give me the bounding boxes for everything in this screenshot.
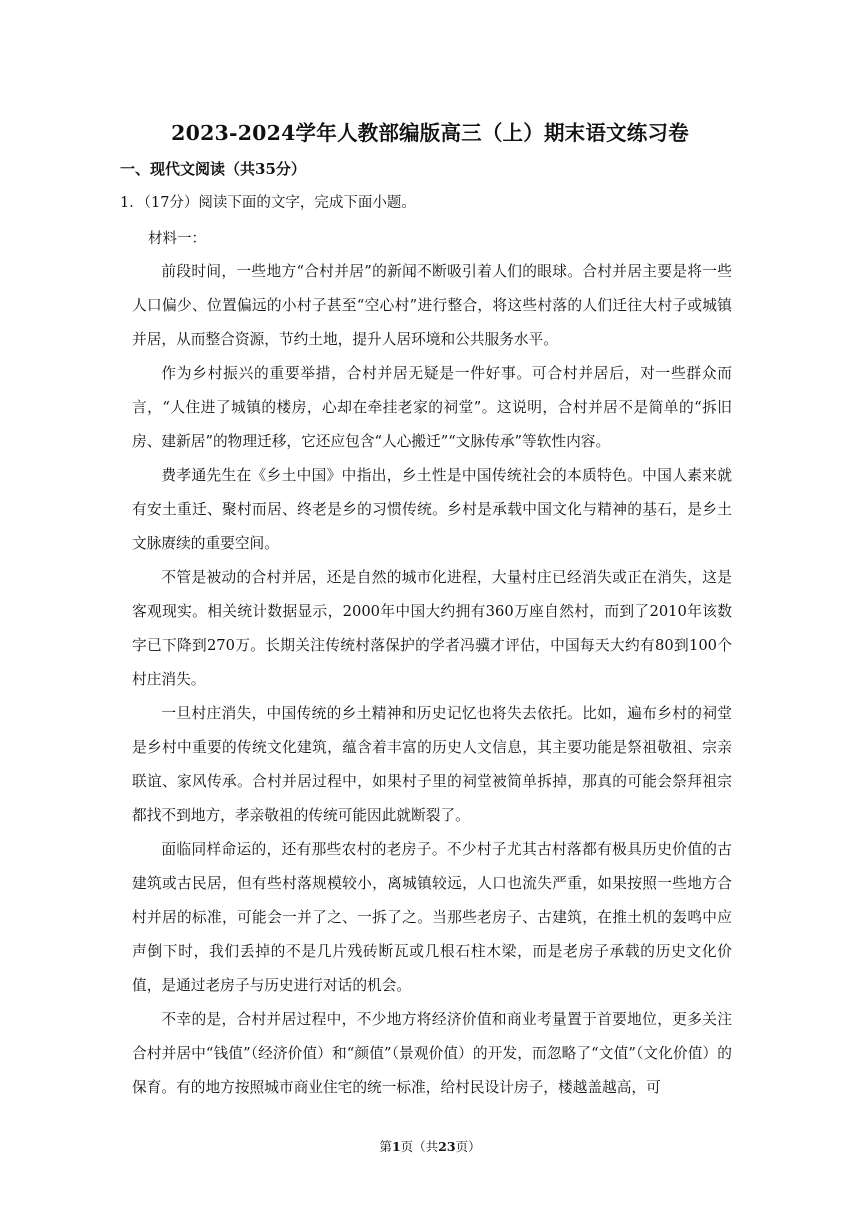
paragraph: 费孝通先生在《乡土中国》中指出，乡土性是中国传统社会的本质特色。中国人素来就有安土重迁、聚村而居、终老是乡的习惯传统。乡村是承载中国文化与精神的基石，是乡土文脉赓续的重要空间。 — [132, 467, 732, 552]
paragraph: 前段时间，一些地方“合村并居”的新闻不断吸引着人们的眼球。合村并居主要是将一些人口偏少、位置偏远的小村子甚至“空心村”进行整合，将这些村落的人们迁往大村子或城镇并居，从而整合资源，节约土地，提升人居环境和公共服务水平。 — [132, 263, 732, 348]
question-intro: 1．（17分）阅读下面的文字，完成下面小题。 — [120, 195, 416, 211]
footer-middle: 页（共 — [400, 1139, 439, 1154]
section-heading: 一、现代文阅读（共35分） — [120, 160, 306, 178]
paragraph: 不管是被动的合村并居，还是自然的城市化进程，大量村庄已经消失或正在消失，这是客观现实。相关统计数据显示，2000年中国大约拥有360万座自然村，而到了2010年该数字已下降到270万。长期关注传统村落保护的学者冯骥才评估，中国每天大约有80到100个村庄消失。 — [132, 569, 732, 688]
reading-passage — [132, 255, 732, 1105]
paragraph: 作为乡村振兴的重要举措，合村并居无疑是一件好事。可合村并居后，对一些群众而言，“人住进了城镇的楼房，心却在牵挂老家的祠堂”。这说明，合村并居不是简单的“拆旧房、建新居”的物理迁移，它还应包含“人心搬迁”“文脉传承”等软性内容。 — [132, 365, 732, 450]
material-label: 材料一： — [148, 231, 206, 247]
paragraph: 一旦村庄消失，中国传统的乡土精神和历史记忆也将失去依托。比如，遍布乡村的祠堂是乡村中重要的传统文化建筑，蕴含着丰富的历史人文信息，其主要功能是祭祖敬祖、宗亲联谊、家风传承。合村并居过程中，如果村子里的祠堂被简单拆掉，那真的可能会祭拜祖宗都找不到地方，孝亲敬祖的传统可能因此就断裂了。 — [132, 705, 732, 824]
footer-suffix: 页） — [455, 1139, 481, 1154]
paragraph: 不幸的是，合村并居过程中，不少地方将经济价值和商业考量置于首要地位，更多关注合村并居中“钱值”（经济价值）和“颜值”（景观价值）的开发，而忽略了“文值”（文化价值）的保育。有的地方按照城市商业住宅的统一标准，给村民设计房子，楼越盖越高，可 — [132, 1011, 732, 1096]
footer-prefix: 第 — [379, 1139, 392, 1154]
page-footer — [0, 1137, 860, 1155]
footer-page-number: 1 — [391, 1139, 401, 1154]
footer-total-pages: 23 — [438, 1139, 456, 1154]
page-title: 2023-2024学年人教部编版高三（上）期末语文练习卷 — [171, 121, 689, 145]
paragraph: 面临同样命运的，还有那些农村的老房子。不少村子尤其古村落都有极具历史价值的古建筑或古民居，但有些村落规模较小，离城镇较远，人口也流失严重，如果按照一些地方合村并居的标准，可能会一并了之、一拆了之。当那些老房子、古建筑，在推土机的轰鸣中应声倒下时，我们丢掉的不是几片残砖断瓦或几根石柱木梁，而是老房子承载的历史文化价值，是通过老房子与历史进行对话的机会。 — [132, 841, 732, 994]
